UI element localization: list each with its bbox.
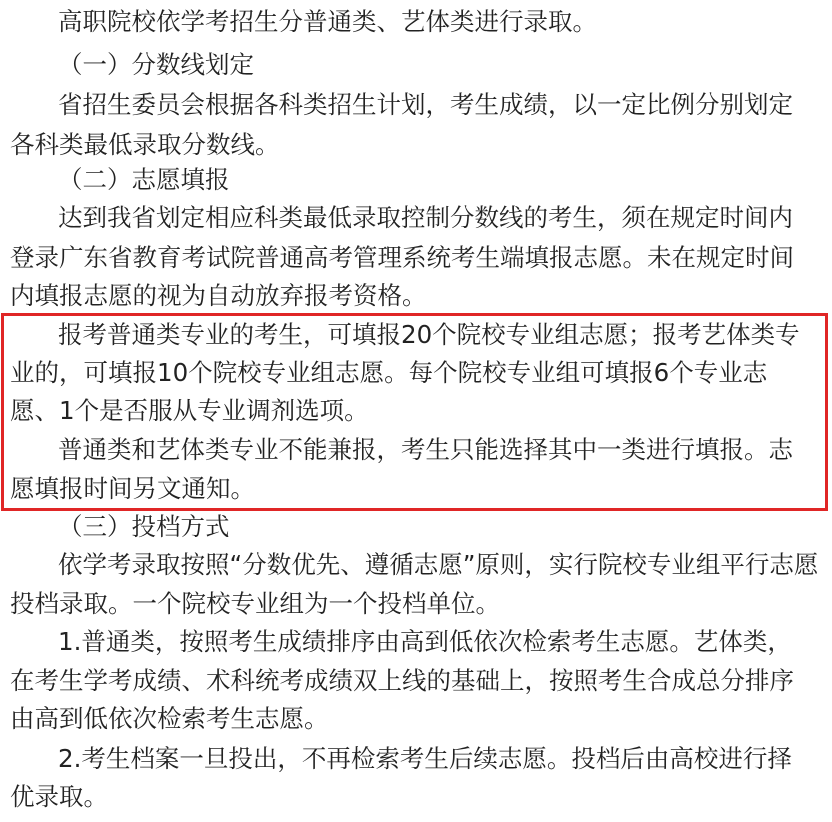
paragraph-application-line-3: 内填报志愿的视为自动放弃报考资格。 (10, 281, 427, 310)
paragraph-intro-line: 高职院校依学考招生分普通类、艺体类进行录取。 (58, 7, 597, 36)
highlighted-paragraph-2-line-1: 普通类和艺体类专业不能兼报，考生只能选择其中一类进行填报。志 (58, 435, 793, 464)
paragraph-admission-line-2: 投档录取。一个院校专业组为一个投档单位。 (10, 589, 500, 618)
item-2-line-2: 优录取。 (10, 782, 108, 811)
paragraph-admission-line-1: 依学考录取按照“分数优先、遵循志愿”原则，实行院校专业组平行志愿 (58, 550, 819, 579)
highlighted-paragraph-1-line-1: 报考普通类专业的考生，可填报20个院校专业组志愿；报考艺体类专 (58, 320, 800, 349)
paragraph-application-line-1: 达到我省划定相应科类最低录取控制分数线的考生，须在规定时间内 (58, 203, 793, 232)
item-1-line-3: 由高到低依次检索考生志愿。 (10, 704, 329, 733)
highlighted-paragraph-2-line-2: 愿填报时间另文通知。 (10, 474, 255, 503)
section-heading-admission: （三）投档方式 (58, 512, 230, 541)
paragraph-score-line-2: 各科类最低录取分数线。 (10, 130, 280, 159)
item-1-line-2: 在考生学考成绩、术科统考成绩双上线的基础上，按照考生合成总分排序 (10, 666, 794, 695)
paragraph-score-line-1: 省招生委员会根据各科类招生计划，考生成绩，以一定比例分别划定 (58, 90, 793, 119)
paragraph-application-line-2: 登录广东省教育考试院普通高考管理系统考生端填报志愿。未在规定时间 (10, 243, 794, 272)
section-heading-application: （二）志愿填报 (58, 165, 230, 194)
highlighted-paragraph-1-line-2: 业的，可填报10个院校专业组志愿。每个院校专业组可填报6个专业志 (10, 358, 768, 387)
item-2-line-1: 2.考生档案一旦投出，不再检索考生后续志愿。投档后由高校进行择 (58, 744, 792, 773)
highlighted-paragraph-1-line-3: 愿、1个是否服从专业调剂选项。 (10, 396, 369, 425)
section-heading-score-line: （一）分数线划定 (58, 50, 254, 79)
item-1-line-1: 1.普通类，按照考生成绩排序由高到低依次检索考生志愿。艺体类， (58, 627, 792, 656)
